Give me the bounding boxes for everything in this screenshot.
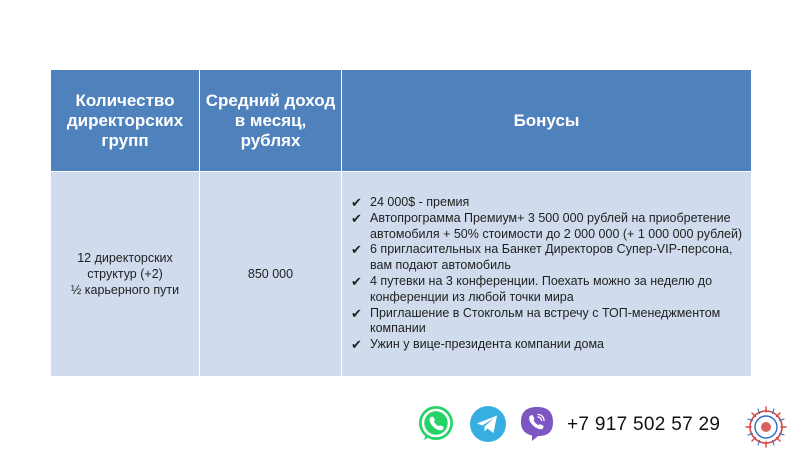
checkmark-icon: ✔ [351, 195, 362, 211]
table-row [51, 172, 752, 377]
bonus-item [350, 337, 745, 353]
table-header-row [51, 70, 752, 172]
bonus-text: Ужин у вице-президента компании дома [370, 337, 605, 352]
checkmark-icon: ✔ [351, 274, 362, 289]
phone-number: +7 917 502 57 29 [567, 414, 721, 435]
checkmark-icon: ✔ [351, 305, 362, 321]
header-groups-count: Количество директорских групп [51, 70, 200, 172]
groups-cell [51, 172, 200, 377]
bonus-text: Автопрограмма Премиум+ 3 500 000 рублей на приобретение автомобиля + 50% стоимости до 2 000 000 (+ 1 000 000 рублей) [370, 210, 743, 241]
bonus-text: 4 путевки на 3 конференции. Поехать можно за неделю до конференции из любой точки мира [370, 274, 713, 304]
checkmark-icon: ✔ [351, 242, 362, 258]
bonus-item [350, 242, 745, 274]
whatsapp-icon[interactable] [416, 404, 456, 444]
header-bonuses: Бонусы [342, 70, 752, 172]
bonus-item [350, 211, 745, 243]
company-logo [744, 405, 788, 449]
bonus-list [350, 195, 745, 353]
groups-line: структур (+2) [87, 267, 163, 281]
bonus-item [350, 306, 745, 338]
bonus-text: 6 пригласительных на Банкет Директоров Супер-VIP-персона, вам подают автомобиль [370, 242, 733, 273]
income-cell: 850 000 [200, 172, 342, 377]
groups-line: 12 директорских [77, 251, 173, 265]
groups-line: ½ карьерного пути [70, 283, 180, 297]
telegram-icon[interactable] [468, 404, 508, 444]
bonuses-cell [342, 172, 752, 377]
header-average-income: Средний доход в месяц, рублях [200, 70, 342, 172]
viber-icon[interactable] [517, 404, 557, 444]
bonus-item [350, 195, 745, 211]
bonus-table [50, 69, 752, 377]
checkmark-icon: ✔ [351, 337, 362, 353]
bonus-item [350, 274, 745, 306]
bonus-text: Приглашение в Стокгольм на встречу с ТОП-менеджментом компании [370, 305, 721, 336]
checkmark-icon: ✔ [351, 210, 362, 226]
bonus-text: 24 000$ - премия [370, 195, 470, 210]
